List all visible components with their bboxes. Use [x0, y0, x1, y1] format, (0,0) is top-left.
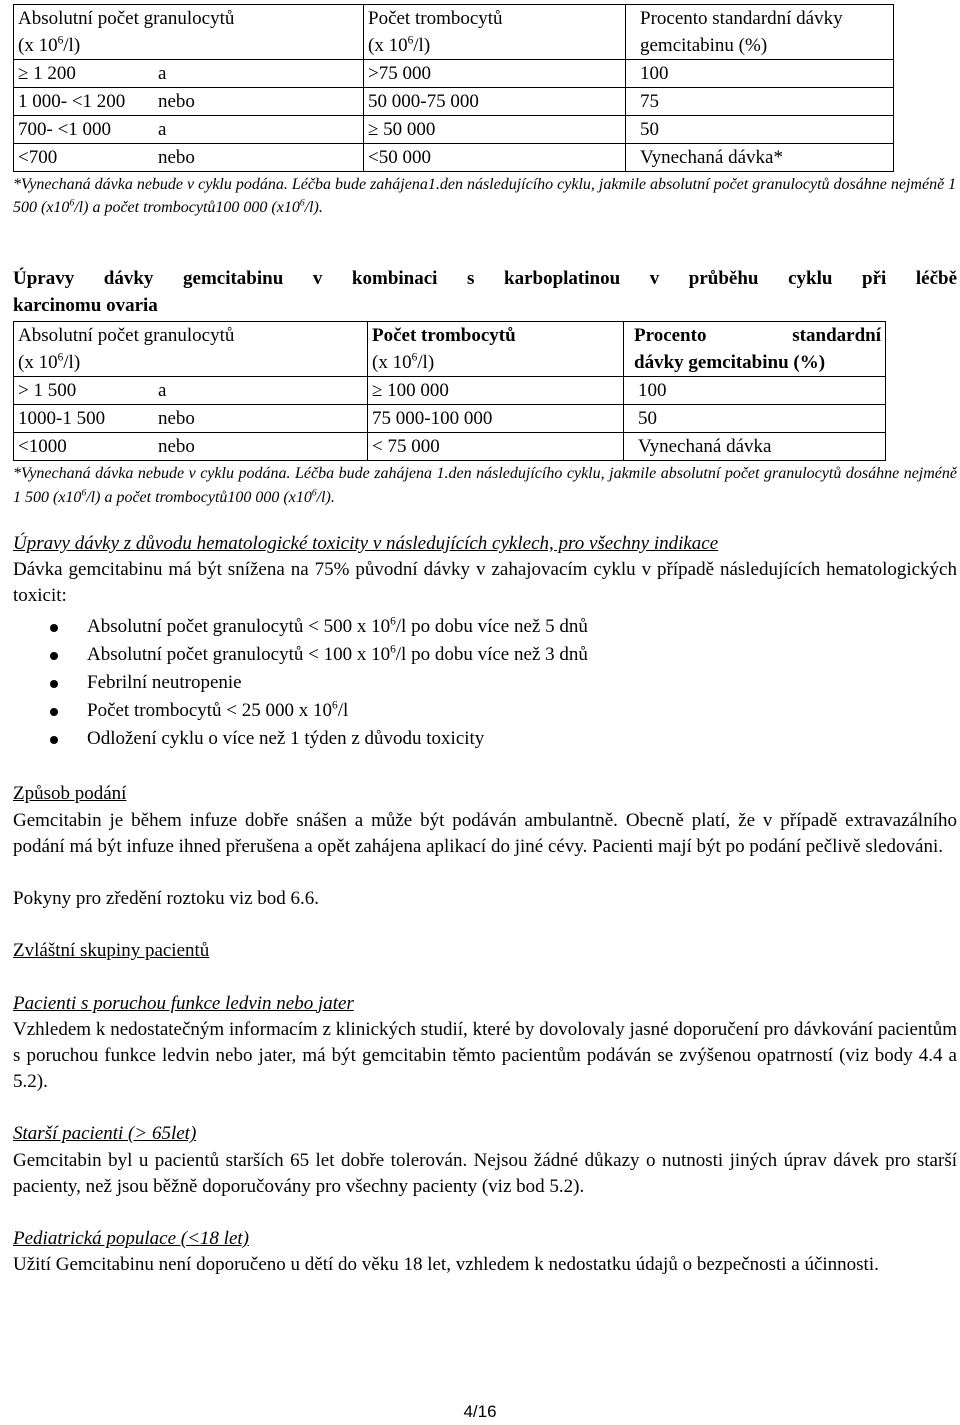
table1-row: [14, 144, 894, 172]
bullet-dot-icon: [50, 624, 58, 632]
renal-heading: Pacienti s poruchou funkce ledvin nebo jater: [13, 992, 354, 1014]
hemato-bullet-item: [13, 697, 957, 725]
hemato-bullet-item: [13, 725, 957, 753]
hemato-bullet-item: [13, 669, 957, 697]
table2-header-row: [14, 322, 886, 377]
hemato-bullet-item: [13, 613, 957, 641]
admin-dilution: Pokyny pro zředění roztoku viz bod 6.6.: [13, 888, 320, 910]
conjunction: nebo: [158, 91, 195, 112]
table2-header-percent: Procento standardní dávky gemcitabinu (%): [624, 322, 886, 377]
table1-cell-platelets: >75 000: [364, 60, 626, 88]
elderly-heading: Starší pacienti (> 65let): [13, 1123, 197, 1145]
table1-cell-granulocytes: [14, 60, 364, 88]
page-number: 4/16: [463, 1402, 497, 1421]
bullet-dot-icon: [50, 652, 58, 660]
bullet-text: Počet trombocytů < 25 000 x 10: [87, 700, 333, 722]
hemato-bullet-list: [13, 613, 957, 753]
table1-cell-granulocytes: [14, 88, 364, 116]
bullet-text: Absolutní počet granulocytů < 100 x 10: [87, 644, 391, 666]
table2-footnote: *Vynechaná dávka nebude v cyklu podána. Léčba bude zahájena 1.den následujícího cyklu, jakmile absolutní počet granulocytů dosáhne nejméně 1 500 $(x10^6/l)$ a počet trombocytů100 000 $(x10^6/l)$.: [13, 465, 957, 506]
granulocyte-value: <1000: [18, 436, 67, 458]
bullet-text-suffix: /l po dobu více než 3 dnů: [395, 644, 588, 666]
elderly-text: Gemcitabin byl u pacientů starších 65 let dobře tolerován. Nejsou žádné důkazy o nutnosti jiných úprav dávek pro starší pacienty, než jsou běžně doporučovány pro všechny pacienty (viz bod 5.2).: [13, 1149, 957, 1197]
pediatric-text: Užití Gemcitabinu není doporučeno u dětí do věku 18 let, vzhledem k nedostatku údajů o bezpečnosti a účinnosti.: [13, 1254, 879, 1276]
special-heading: Zvláštní skupiny pacientů: [13, 940, 210, 962]
granulocyte-value: <700: [18, 147, 58, 168]
bullet-text: Absolutní počet granulocytů < 500 x 10: [87, 616, 391, 638]
table2-cell-platelets: < 75 000: [368, 433, 624, 461]
dose-table-1: [13, 4, 894, 172]
document-page: [13, 4, 957, 1278]
table1-cell-percent: 50: [626, 116, 894, 144]
granulocyte-value: > 1 500: [18, 380, 77, 402]
table2-row: [14, 377, 886, 405]
table2-cell-percent: Vynechaná dávka: [624, 433, 886, 461]
table2-title: Úpravy dávky gemcitabinu v kombinaci s karboplatinou v průběhu cyklu při léčbě karcinomu ovaria: [13, 268, 957, 317]
conjunction: a: [158, 380, 167, 402]
bullet-exponent: 6: [332, 700, 338, 713]
bullet-text: Odložení cyklu o více než 1 týden z důvodu toxicity: [87, 728, 485, 750]
granulocyte-value: 700- <1 000: [18, 119, 112, 140]
bullet-exponent: 6: [390, 644, 396, 657]
table1-footnote: *Vynechaná dávka nebude v cyklu podána. Léčba bude zahájena1.den následujícího cyklu, jakmile absolutní počet granulocytů dosáhne nejméně 1 500 $(x10^6/l)$ a počet trombocytů100 000 $(x10^6/l)$.: [13, 176, 957, 217]
table1-row: [14, 116, 894, 144]
table1-cell-platelets: 50 000-75 000: [364, 88, 626, 116]
table2-cell-granulocytes: [14, 433, 368, 461]
hemato-heading: Úpravy dávky z důvodu hematologické toxicity v následujících cyklech, pro všechny indikace: [13, 532, 719, 554]
bullet-dot-icon: [50, 708, 58, 716]
bullet-text-suffix: /l: [337, 700, 349, 722]
table2-cell-platelets: ≥ 100 000: [368, 377, 624, 405]
table2-row: [14, 433, 886, 461]
conjunction: nebo: [158, 147, 195, 168]
granulocyte-value: ≥ 1 200: [18, 63, 76, 84]
table1-header-granulocytes: Absolutní počet granulocytů (x $10^6/l$): [14, 5, 364, 60]
table1-row: [14, 88, 894, 116]
table1-header-platelets: Počet trombocytů (x $10^6/l$): [364, 5, 626, 60]
hemato-bullet-item: [13, 641, 957, 669]
conjunction: nebo: [158, 408, 195, 430]
table2-row: [14, 405, 886, 433]
table2-cell-granulocytes: [14, 405, 368, 433]
table1-cell-platelets: ≥ 50 000: [364, 116, 626, 144]
table2-cell-percent: 50: [624, 405, 886, 433]
table2-header-platelets: Počet trombocytů (x $10^6/l$): [368, 322, 624, 377]
table1-row: [14, 60, 894, 88]
table1-cell-percent: Vynechaná dávka*: [626, 144, 894, 172]
admin-text: Gemcitabin je během infuze dobře snášen a může být podáván ambulantně. Obecně platí, že v případě extravazálního podání má být infuze ihned přerušena a opět zahájena aplikací do jiné cévy. Pacienti mají být po podání pečlivě sledováni.: [13, 809, 957, 857]
dose-table-2: [13, 321, 886, 461]
table2-cell-platelets: 75 000-100 000: [368, 405, 624, 433]
conjunction: a: [158, 63, 167, 84]
hemato-intro: Dávka gemcitabinu má být snížena na 75% původní dávky v zahajovacím cyklu v případě následujících hematologických toxicit:: [13, 558, 957, 607]
table2-header-granulocytes: Absolutní počet granulocytů (x $10^6/l$): [14, 322, 368, 377]
granulocyte-value: 1 000- <1 200: [18, 91, 126, 112]
table1-cell-granulocytes: [14, 144, 364, 172]
conjunction: nebo: [158, 436, 195, 458]
table2-cell-granulocytes: [14, 377, 368, 405]
bullet-dot-icon: [50, 680, 58, 688]
table1-header-row: [14, 5, 894, 60]
admin-heading: Způsob podání: [13, 783, 127, 805]
bullet-text-suffix: /l po dobu více než 5 dnů: [395, 616, 588, 638]
table1-cell-platelets: <50 000: [364, 144, 626, 172]
granulocyte-value: 1000-1 500: [18, 408, 106, 430]
table1-cell-percent: 75: [626, 88, 894, 116]
table1-cell-percent: 100: [626, 60, 894, 88]
table1-cell-granulocytes: [14, 116, 364, 144]
bullet-dot-icon: [50, 736, 58, 744]
renal-text: Vzhledem k nedostatečným informacím z klinických studií, které by dovolovaly jasné doporučení pro dávkování pacientům s poruchou funkce ledvin nebo jater, má být gemcitabin těmto pacientům podáván se zvýšenou opatrností (viz body 4.4 a 5.2).: [13, 1018, 957, 1093]
conjunction: a: [158, 119, 167, 140]
pediatric-heading: Pediatrická populace (<18 let): [13, 1228, 249, 1250]
bullet-text: Febrilní neutropenie: [87, 672, 242, 694]
table1-header-percent: Procento standardní dávky gemcitabinu (%): [626, 5, 894, 60]
table2-cell-percent: 100: [624, 377, 886, 405]
bullet-exponent: 6: [390, 616, 396, 629]
